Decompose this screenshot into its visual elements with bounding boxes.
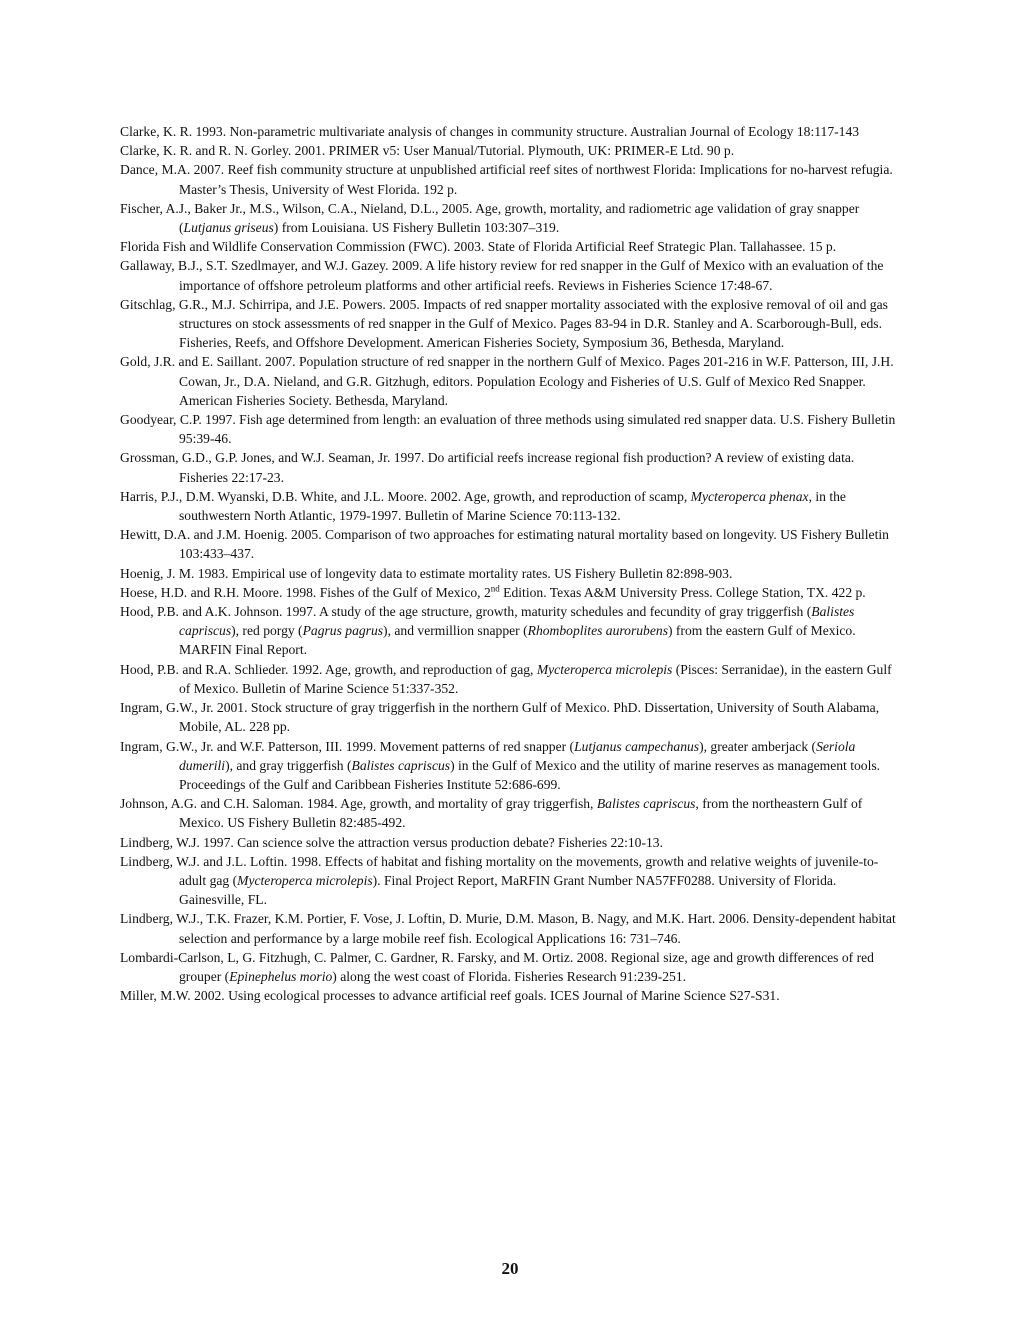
page-number: 20 <box>501 1259 519 1278</box>
reference-entry: Clarke, K. R. 1993. Non-parametric multivariate analysis of changes in community structure. Australian Journal of Ecology 18:117-143 <box>120 124 860 139</box>
reference-entry: Hood, P.B. and A.K. Johnson. 1997. A study of the age structure, growth, maturity schedules and fecundity of gray triggerfish (Balistes capriscus), red porgy (Pagrus pagrus), and vermillion snapper (Rhomboplites aurorubens) from the eastern Gulf of Mexico. MARFIN Final Report. <box>120 604 856 658</box>
reference-entry: Miller, M.W. 2002. Using ecological processes to advance artificial reef goals. ICES Journal of Marine Science S27-S31. <box>120 988 780 1004</box>
reference-entry: Dance, M.A. 2007. Reef fish community structure at unpublished artificial reef sites of northwest Florida: Implications for no-harvest refugia. Master’s Thesis, University of West Florida. 192 p. <box>120 162 893 197</box>
reference-entry: Lombardi-Carlson, L, G. Fitzhugh, C. Palmer, C. Gardner, R. Farsky, and M. Ortiz. 2008. Regional size, age and growth differences of red grouper (Epinephelus morio) along the west coast of Florida. Fisheries Research 91:239-251. <box>120 949 874 984</box>
reference-entry: Gold, J.R. and E. Saillant. 2007. Population structure of red snapper in the northern Gulf of Mexico. Pages 201-216 in W.F. Patterson, III, J.H. Cowan, Jr., D.A. Nieland, and G.R. Gitzhugh, editors. Population Ecology and Fisheries of U.S. Gulf of Mexico Red Snapper. American Fisheries Society. Bethesda, Maryland. <box>120 354 894 408</box>
reference-entry: Harris, P.J., D.M. Wyanski, D.B. White, and J.L. Moore. 2002. Age, growth, and reproduction of scamp, Mycteroperca phenax, in the southwestern North Atlantic, 1979-1997. Bulletin of Marine Science 70:113-132. <box>120 488 846 524</box>
species-name: Pagrus pagrus <box>302 623 384 639</box>
species-name: Rhomboplites aurorubens <box>527 623 668 639</box>
reference-entry: Goodyear, C.P. 1997. Fish age determined from length: an evaluation of three methods using simulated red snapper data. U.S. Fishery Bulletin 95:39-46. <box>120 412 896 447</box>
reference-entry: Hood, P.B. and R.A. Schlieder. 1992. Age, growth, and reproduction of gag, Mycteroperca microlepis (Pisces: Serranidae), in the eastern Gulf of Mexico. Bulletin of Marine Science 51:337-352. <box>120 661 892 696</box>
reference-entry: Hewitt, D.A. and J.M. Hoenig. 2005. Comparison of two approaches for estimating natural mortality based on longevity. US Fishery Bulletin 103:433–437. <box>120 527 889 562</box>
reference-entry: Ingram, G.W., Jr. and W.F. Patterson, III. 1999. Movement patterns of red snapper (Lutjanus campechanus), greater amberjack (Seriola dumerili), and gray triggerfish (Balistes capriscus) in the Gulf of Mexico and the utility of marine reserves as management tools. Proceedings of the Gulf and Caribbean Fisheries Institute 52:686-699. <box>120 738 881 792</box>
reference-entry: Lindberg, W.J. 1997. Can science solve the attraction versus production debate? Fisheries 22:10-13. <box>120 834 663 850</box>
reference-entry: Hoese, H.D. and R.H. Moore. 1998. Fishes of the Gulf of Mexico, 2nd Edition. Texas A&M University Press. College Station, TX. 422 p. <box>120 583 866 600</box>
species-name: Lutjanus campechanus <box>574 738 700 754</box>
reference-entry: Gallaway, B.J., S.T. Szedlmayer, and W.J. Gazey. 2009. A life history review for red snapper in the Gulf of Mexico with an evaluation of the importance of offshore petroleum platforms and other artificial reefs. Reviews in Fisheries Science 17:48-67. <box>120 258 884 293</box>
reference-entry: Lindberg, W.J., T.K. Frazer, K.M. Portier, F. Vose, J. Loftin, D. Murie, D.M. Mason, B. Nagy, and M.K. Hart. 2006. Density-dependent habitat selection and performance by a large mobile reef fish. Ecological Applications 16: 731–746. <box>120 911 896 946</box>
ordinal-superscript: nd <box>490 583 500 594</box>
reference-list <box>120 122 902 1005</box>
species-name: Seriola dumerili <box>179 738 856 773</box>
reference-entry: Johnson, A.G. and C.H. Saloman. 1984. Age, growth, and mortality of gray triggerfish, Balistes capriscus, from the northeastern Gulf of Mexico. US Fishery Bulletin 82:485-492. <box>120 796 863 831</box>
reference-entry: Lindberg, W.J. and J.L. Loftin. 1998. Effects of habitat and fishing mortality on the movements, growth and relative weights of juvenile-to-adult gag (Mycteroperca microlepis). Final Project Report, MaRFIN Grant Number NA57FF0288. University of Florida. Gainesville, FL. <box>120 853 879 908</box>
species-name: Epinephelus morio <box>229 968 333 984</box>
reference-entry: Ingram, G.W., Jr. 2001. Stock structure of gray triggerfish in the northern Gulf of Mexico. PhD. Dissertation, University of South Alabama, Mobile, AL. 228 pp. <box>120 700 880 735</box>
reference-entry: Clarke, K. R. and R. N. Gorley. 2001. PRIMER v5: User Manual/Tutorial. Plymouth, UK: PRIMER-E Ltd. 90 p. <box>120 143 735 159</box>
reference-entry: Grossman, G.D., G.P. Jones, and W.J. Seaman, Jr. 1997. Do artificial reefs increase regional fish production? A review of existing data. Fisheries 22:17-23. <box>120 450 855 485</box>
species-name: Mycteroperca microlepis <box>237 872 373 888</box>
species-name: Mycteroperca microlepis <box>536 661 673 677</box>
reference-entry: Florida Fish and Wildlife Conservation Commission (FWC). 2003. State of Florida Artificial Reef Strategic Plan. Tallahassee. 15 p. <box>120 239 837 255</box>
species-name: Balistes capriscus <box>179 604 855 639</box>
species-name: Mycteroperca phenax <box>690 488 809 504</box>
species-name: Balistes capriscus <box>351 757 451 773</box>
reference-entry: Hoenig, J. M. 1983. Empirical use of longevity data to estimate mortality rates. US Fishery Bulletin 82:898-903. <box>120 565 733 581</box>
reference-entry: Gitschlag, G.R., M.J. Schirripa, and J.E. Powers. 2005. Impacts of red snapper mortality associated with the explosive removal of oil and gas structures on stock assessments of red snapper in the Gulf of Mexico. Pages 83-94 in D.R. Stanley and A. Scarborough-Bull, eds. Fisheries, Reefs, and Offshore Development. American Fisheries Society, Symposium 36, Bethesda, Maryland. <box>120 296 888 351</box>
species-name: Balistes capriscus <box>596 796 696 812</box>
reference-entry: Fischer, A.J., Baker Jr., M.S., Wilson, C.A., Nieland, D.L., 2005. Age, growth, mortality, and radiometric age validation of gray snapper (Lutjanus griseus) from Louisiana. US Fishery Bulletin 103:307–319. <box>120 200 860 236</box>
species-name: Lutjanus griseus <box>183 220 274 236</box>
